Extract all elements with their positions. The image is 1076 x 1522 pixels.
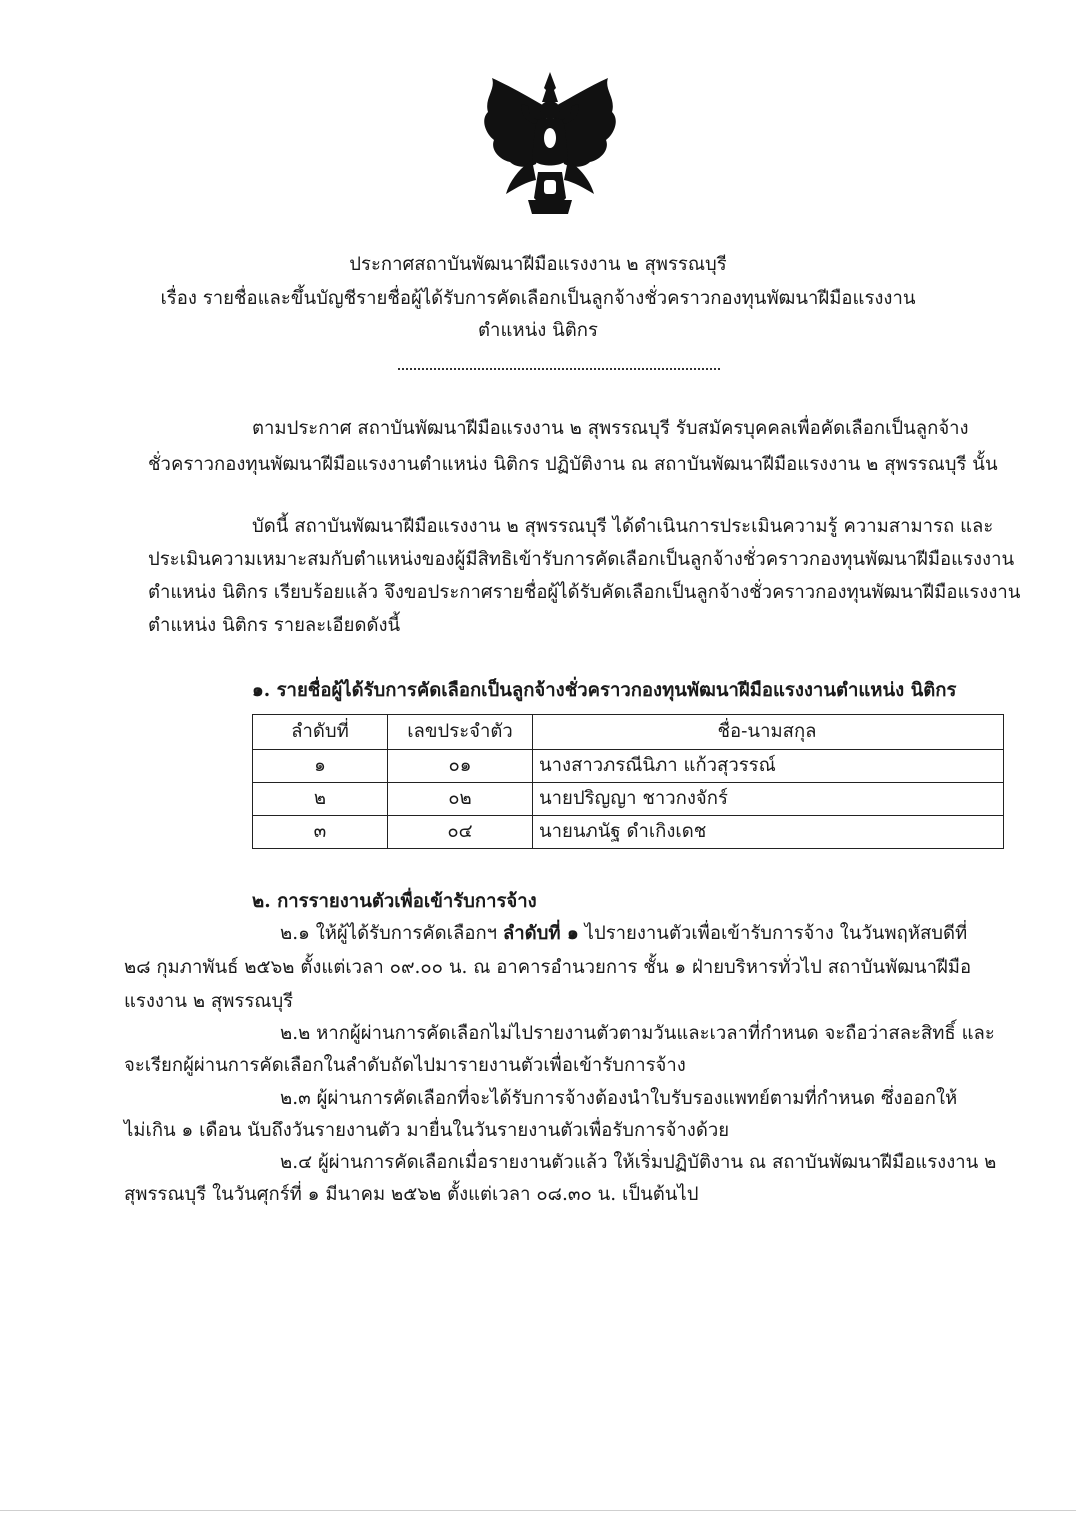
clause-2-1-line-3: แรงงาน ๒ สุพรรณบุรี: [124, 991, 294, 1012]
section-1-heading: ๑. รายชื่อผู้ได้รับการคัดเลือกเป็นลูกจ้างชั่วคราวกองทุนพัฒนาฝีมือแรงงานตำแหน่ง นิติกร: [252, 680, 957, 701]
column-header-id: เลขประจำตัว: [388, 715, 533, 750]
cell-name: นายนภนัฐ ดำเกิงเดช: [533, 816, 1004, 849]
column-header-order: ลำดับที่: [253, 715, 388, 750]
clause-2-4-line-2: สุพรรณบุรี ในวันศุกร์ที่ ๑ มีนาคม ๒๕๖๒ ตั้งแต่เวลา ๐๘.๓๐ น. เป็นต้นไป: [124, 1184, 699, 1205]
clause-2-1-line-1: [280, 925, 967, 944]
clause-2-3-line-2: ไม่เกิน ๑ เดือน นับถึงวันรายงานตัว มายื่นในวันรายงานตัวเพื่อรับการจ้างด้วย: [124, 1120, 730, 1141]
clause-2-4-line-1: ๒.๔ ผู้ผ่านการคัดเลือกเมื่อรายงานตัวแล้ว ให้เริ่มปฏิบัติงาน ณ สถาบันพัฒนาฝีมือแรงงาน ๒: [280, 1152, 997, 1173]
header-divider: [398, 368, 720, 370]
column-header-name: ชื่อ-นามสกุล: [533, 715, 1004, 750]
clause-2-3-line-1: ๒.๓ ผู้ผ่านการคัดเลือกที่จะได้รับการจ้างต้องนำใบรับรองแพทย์ตามที่กำหนด ซึ่งออกให้: [280, 1088, 958, 1109]
clause-2-2-line-1: ๒.๒ หากผู้ผ่านการคัดเลือกไม่ไปรายงานตัวตามวันและเวลาที่กำหนด จะถือว่าสละสิทธิ์ และ: [280, 1023, 995, 1044]
cell-order: ๒: [253, 783, 388, 816]
scan-edge-line: [0, 1510, 1076, 1511]
selected-candidates-table: [252, 714, 1004, 849]
cell-order: ๓: [253, 816, 388, 849]
table-row: [253, 783, 1004, 816]
announcement-title: ประกาศสถาบันพัฒนาฝีมือแรงงาน ๒ สุพรรณบุรี: [349, 254, 727, 275]
intro-paragraph-2-line-2: ประเมินความเหมาะสมกับตำแหน่งของผู้มีสิทธิเข้ารับการคัดเลือกเป็นลูกจ้างชั่วคราวกองทุนพัฒนาฝีมือแรงงาน: [148, 549, 1015, 570]
clause-2-1-rank: ลำดับที่ ๑: [502, 923, 579, 944]
table-header-row: [253, 715, 1004, 750]
intro-paragraph-1-line-1: ตามประกาศ สถาบันพัฒนาฝีมือแรงงาน ๒ สุพรรณบุรี รับสมัครบุคคลเพื่อคัดเลือกเป็นลูกจ้าง: [252, 418, 969, 439]
cell-order: ๑: [253, 750, 388, 783]
announcement-position: ตำแหน่ง นิติกร: [478, 320, 598, 341]
cell-name: นางสาวภรณีนิภา แก้วสุวรรณ์: [533, 750, 1004, 783]
clause-2-1-text-c: ไปรายงานตัวเพื่อเข้ารับการจ้าง ในวันพฤหัสบดีที่: [578, 923, 968, 944]
cell-id: ๐๔: [388, 816, 533, 849]
intro-paragraph-2-line-4: ตำแหน่ง นิติกร รายละเอียดดังนี้: [148, 615, 401, 636]
clause-2-2-line-2: จะเรียกผู้ผ่านการคัดเลือกในลำดับถัดไปมารายงานตัวเพื่อเข้ารับการจ้าง: [124, 1055, 686, 1076]
section-2-heading: ๒. การรายงานตัวเพื่อเข้ารับการจ้าง: [252, 891, 537, 912]
clause-2-1-line-2: ๒๘ กุมภาพันธ์ ๒๕๖๒ ตั้งแต่เวลา ๐๙.๐๐ น. ณ อาคารอำนวยการ ชั้น ๑ ฝ่ายบริหารทั่วไป สถาบันพัฒนาฝีมือ: [124, 957, 972, 978]
clause-2-1-text-a: ๒.๑ ให้ผู้ได้รับการคัดเลือกฯ: [280, 923, 503, 944]
cell-name: นายปริญญา ชาวกงจักร์: [533, 783, 1004, 816]
intro-paragraph-2-line-1: บัดนี้ สถาบันพัฒนาฝีมือแรงงาน ๒ สุพรรณบุรี ได้ดำเนินการประเมินความรู้ ความสามารถ และ: [252, 516, 994, 537]
garuda-emblem-icon: [470, 68, 630, 218]
cell-id: ๐๑: [388, 750, 533, 783]
cell-id: ๐๒: [388, 783, 533, 816]
table-row: [253, 816, 1004, 849]
announcement-subject: เรื่อง รายชื่อและขึ้นบัญชีรายชื่อผู้ได้รับการคัดเลือกเป็นลูกจ้างชั่วคราวกองทุนพัฒนาฝีมือแรงงาน: [160, 288, 916, 309]
table-row: [253, 750, 1004, 783]
intro-paragraph-1-line-2: ชั่วคราวกองทุนพัฒนาฝีมือแรงงานตำแหน่ง นิติกร ปฏิบัติงาน ณ สถาบันพัฒนาฝีมือแรงงาน ๒ สุพรรณบุรี นั้น: [148, 454, 998, 475]
intro-paragraph-2-line-3: ตำแหน่ง นิติกร เรียบร้อยแล้ว จึงขอประกาศรายชื่อผู้ได้รับคัดเลือกเป็นลูกจ้างชั่วคราวกองทุนพัฒนาฝีมือแรงงาน: [148, 582, 1021, 603]
